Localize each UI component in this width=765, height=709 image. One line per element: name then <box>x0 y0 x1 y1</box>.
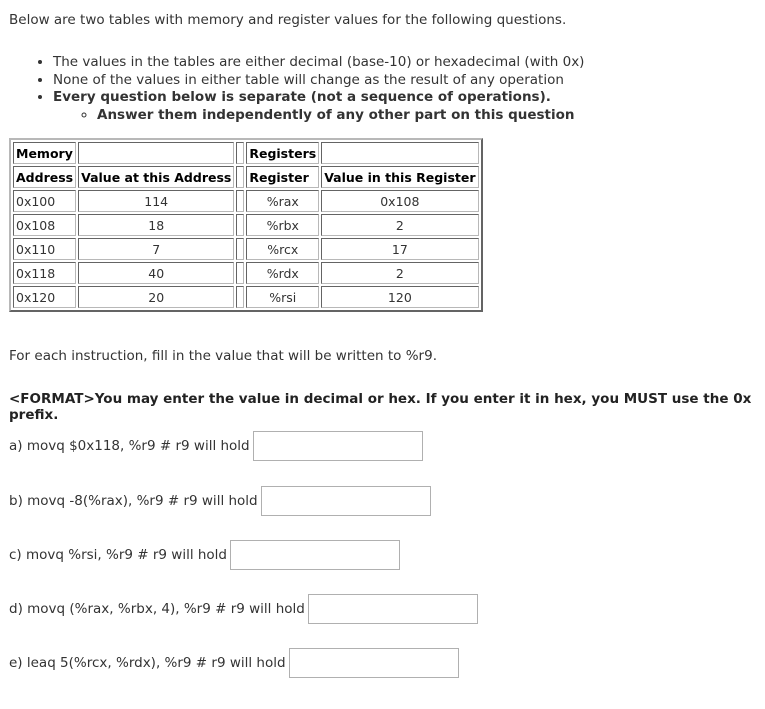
table-row <box>13 286 479 308</box>
table-row <box>13 214 479 236</box>
register-name: %rbx <box>246 214 319 236</box>
memory-value: 20 <box>78 286 234 308</box>
answer-input-c[interactable] <box>230 540 400 570</box>
register-name: %rcx <box>246 238 319 260</box>
question-a <box>9 431 423 461</box>
answer-input-b[interactable] <box>261 486 431 516</box>
spacer-cell <box>236 262 244 284</box>
question-d <box>9 594 478 624</box>
spacer-cell <box>236 214 244 236</box>
question-label: b) movq -8(%rax), %r9 # r9 will hold <box>9 493 258 509</box>
question-label: d) movq (%rax, %rbx, 4), %r9 # r9 will hold <box>9 601 305 617</box>
memory-value: 18 <box>78 214 234 236</box>
question-label: a) movq $0x118, %r9 # r9 will hold <box>9 438 250 454</box>
question-label: e) leaq 5(%rcx, %rdx), %r9 # r9 will hold <box>9 655 286 671</box>
notes-list <box>9 54 584 124</box>
register-name: %rsi <box>246 286 319 308</box>
spacer-cell <box>236 238 244 260</box>
memory-address: 0x118 <box>13 262 76 284</box>
register-value: 0x108 <box>321 190 478 212</box>
register-value: 2 <box>321 214 478 236</box>
answer-input-d[interactable] <box>308 594 478 624</box>
memory-title: Memory <box>13 142 76 164</box>
empty-cell <box>321 142 478 164</box>
question-label: c) movq %rsi, %r9 # r9 will hold <box>9 547 227 563</box>
answer-input-a[interactable] <box>253 431 423 461</box>
memory-value: 7 <box>78 238 234 260</box>
question-c <box>9 540 400 570</box>
register-value: 2 <box>321 262 478 284</box>
table-row <box>13 190 479 212</box>
memory-address: 0x110 <box>13 238 76 260</box>
sub-note-item: ◦ Answer them independently of any other part on this question <box>97 107 584 125</box>
memory-value: 40 <box>78 262 234 284</box>
register-name: %rdx <box>246 262 319 284</box>
register-name: %rax <box>246 190 319 212</box>
spacer-cell <box>236 190 244 212</box>
sub-notes-list <box>53 107 584 125</box>
table-row <box>13 262 479 284</box>
memory-col-value: Value at this Address <box>78 166 234 188</box>
question-b <box>9 486 431 516</box>
memory-col-address: Address <box>13 166 76 188</box>
memory-address: 0x120 <box>13 286 76 308</box>
format-note: <FORMAT>You may enter the value in decimal or hex. If you enter it in hex, you MUST use the 0x prefix. <box>9 391 752 423</box>
note-item: • None of the values in either table will change as the result of any operation <box>53 72 584 90</box>
memory-register-table <box>9 138 483 312</box>
memory-address: 0x108 <box>13 214 76 236</box>
note-item: • The values in the tables are either decimal (base-10) or hexadecimal (with 0x) <box>53 54 584 72</box>
question-e <box>9 648 459 678</box>
instruction-text: For each instruction, fill in the value that will be written to %r9. <box>9 348 437 364</box>
register-value: 120 <box>321 286 478 308</box>
spacer-cell <box>236 142 244 164</box>
note-text: Every question below is separate (not a sequence of operations). <box>53 89 551 105</box>
registers-title: Registers <box>246 142 319 164</box>
register-value: 17 <box>321 238 478 260</box>
empty-cell <box>78 142 234 164</box>
answer-input-e[interactable] <box>289 648 459 678</box>
memory-address: 0x100 <box>13 190 76 212</box>
table-row <box>13 238 479 260</box>
memory-value: 114 <box>78 190 234 212</box>
intro-text: Below are two tables with memory and register values for the following questions. <box>9 12 567 28</box>
registers-col-value: Value in this Register <box>321 166 478 188</box>
note-item <box>53 89 584 124</box>
registers-col-register: Register <box>246 166 319 188</box>
spacer-cell <box>236 166 244 188</box>
spacer-cell <box>236 286 244 308</box>
